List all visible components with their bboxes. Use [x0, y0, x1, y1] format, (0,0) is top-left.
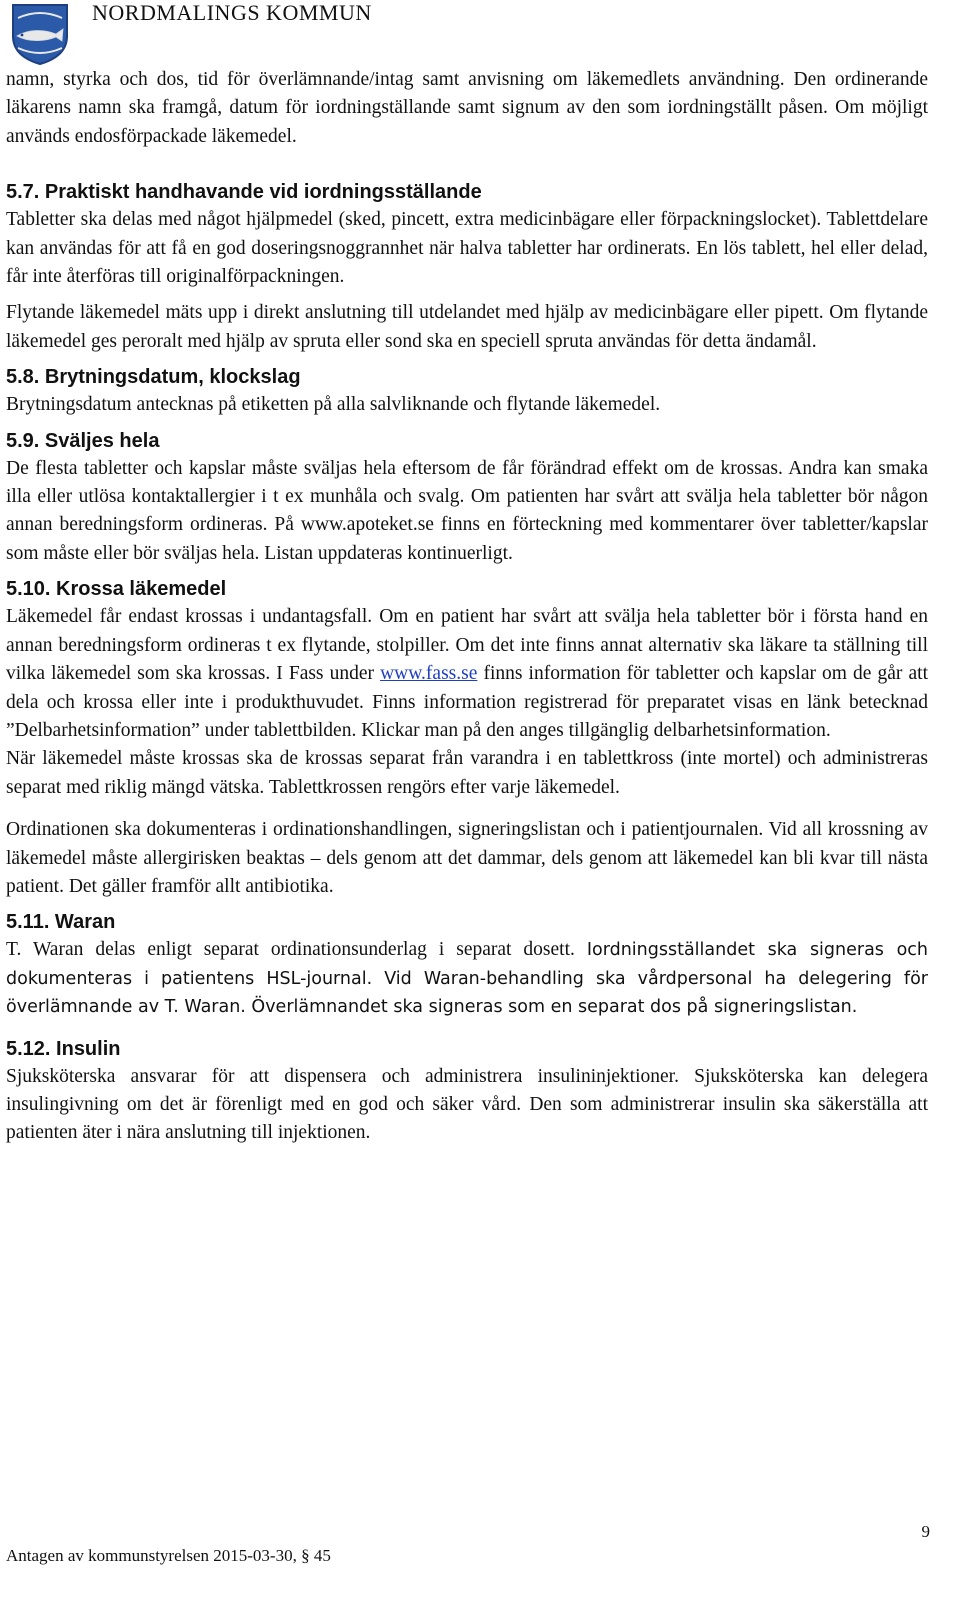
paragraph: Sjuksköterska ansvarar för att dispensera och administrera insulininjektioner. Sjuksköterska kan delegera insulingivning om det är förenligt med en god och säker vård. Den som administrerar insulin ska säkerställa att patienten äter i nära anslutning till injektionen.	[6, 1065, 928, 1144]
text-run: Läkemedel får endast krossas i undantagsfall. Om en patient har svårt att svälja hela tabletter bör i första hand en annan beredningsform ordineras t ex flytande, stolpiller. Om det inte finns annat alternativ ska läkare ta ställning till vilka läkemedel som ska krossas. I Fass under	[6, 606, 928, 685]
text-run: T. Waran delas enligt separat ordinationsunderlag i separat dosett.	[6, 939, 587, 961]
page-number: 9	[921, 1522, 930, 1541]
section-5-8	[6, 364, 928, 419]
paragraph: Flytande läkemedel mäts upp i direkt anslutning till utdelandet med hjälp av medicinbägare eller pipett. Om flytande läkemedel ges peroralt med hjälp av spruta eller sond ska en speciell spruta användas för detta ändamål.	[6, 302, 928, 352]
section-heading: 5.7. Praktiskt handhavande vid iordningsställande	[6, 181, 482, 204]
adoption-note: Antagen av kommunstyrelsen 2015-03-30, § 45	[6, 1546, 331, 1565]
section-5-11	[6, 909, 928, 1021]
paragraph: Tabletter ska delas med något hjälpmedel (sked, pincett, extra medicinbägare eller förpackningslocket). Tablettdelare kan användas för att få en god doseringsnoggrannhet när halva tabletter har ordinerats. En lös tablett, hel eller delad, får inte återföras till originalförpackningen.	[6, 209, 928, 288]
document-body	[6, 66, 928, 1148]
paragraph: Brytningsdatum antecknas på etiketten på alla salvliknande och flytande läkemedel.	[6, 394, 661, 416]
fass-link[interactable]: www.fass.se	[380, 663, 478, 685]
paragraph	[6, 936, 928, 1021]
section-heading: 5.10. Krossa läkemedel	[6, 578, 227, 601]
text-run: finns information för tabletter och kapslar om de går att dela och krossa eller inte i produkthuvudet. Finns information registrerad för preparatet visas en länk betecknad ”Delbarhetsinformation” under tablettbilden. Klickar man på den anges tillgänglig delbarhetsinformation.	[6, 663, 928, 741]
paragraph: Ordinationen ska dokumenteras i ordinationshandlingen, signeringslistan och i patientjournalen. Vid all krossning av läkemedel måste allergirisken beaktas – dels genom att det dammar, dels genom att läkemedel kan bli kvar till nästa patient. Det gäller framför allt antibiotika.	[6, 819, 928, 897]
municipal-crest-icon	[10, 2, 70, 66]
paragraph: När läkemedel måste krossas ska de krossas separat från varandra i en tablettkross (inte mortel) och administreras separat med riklig mängd vätska. Tablettkrossen rengörs efter varje läkemedel.	[6, 748, 928, 798]
section-5-7	[6, 179, 928, 356]
text-run: Iordningsställandet ska signeras och dokumenteras i patientens HSL-journal. Vid Waran-behandling ska vårdpersonal ha delegering för överlämnande av T. Waran. Överlämnandet ska signeras som en separat dos på signeringslistan.	[6, 940, 928, 1018]
paragraph	[6, 603, 928, 745]
intro-paragraph: namn, styrka och dos, tid för överlämnande/intag samt anvisning om läkemedlets användning. Den ordinerande läkarens namn ska framgå, datum för iordningställande samt signum av den som iordningställt påsen. Om möjligt används endosförpackade läkemedel.	[6, 69, 928, 147]
paragraph: De flesta tabletter och kapslar måste sväljas hela eftersom de får förändrad effekt om de krossas. Andra kan smaka illa eller utlösa kontaktallergier i t ex munhåla och svalg. Om patienten har svårt att svälja hela tabletter bör någon annan beredningsform ordineras. På www.apoteket.se finns en förteckning med kommentarer över tabletter/kapslar som måste eller bör sväljas hela. Listan uppdateras kontinuerligt.	[6, 457, 928, 564]
section-5-10	[6, 576, 928, 901]
page-header	[10, 0, 950, 66]
section-5-12	[6, 1036, 928, 1148]
organization-name: NORDMALINGS KOMMUN	[92, 0, 372, 25]
section-heading: 5.9. Sväljes hela	[6, 429, 160, 452]
section-heading: 5.11. Waran	[6, 911, 116, 934]
section-5-9	[6, 428, 928, 569]
section-heading: 5.12. Insulin	[6, 1037, 121, 1060]
section-heading: 5.8. Brytningsdatum, klockslag	[6, 366, 301, 389]
